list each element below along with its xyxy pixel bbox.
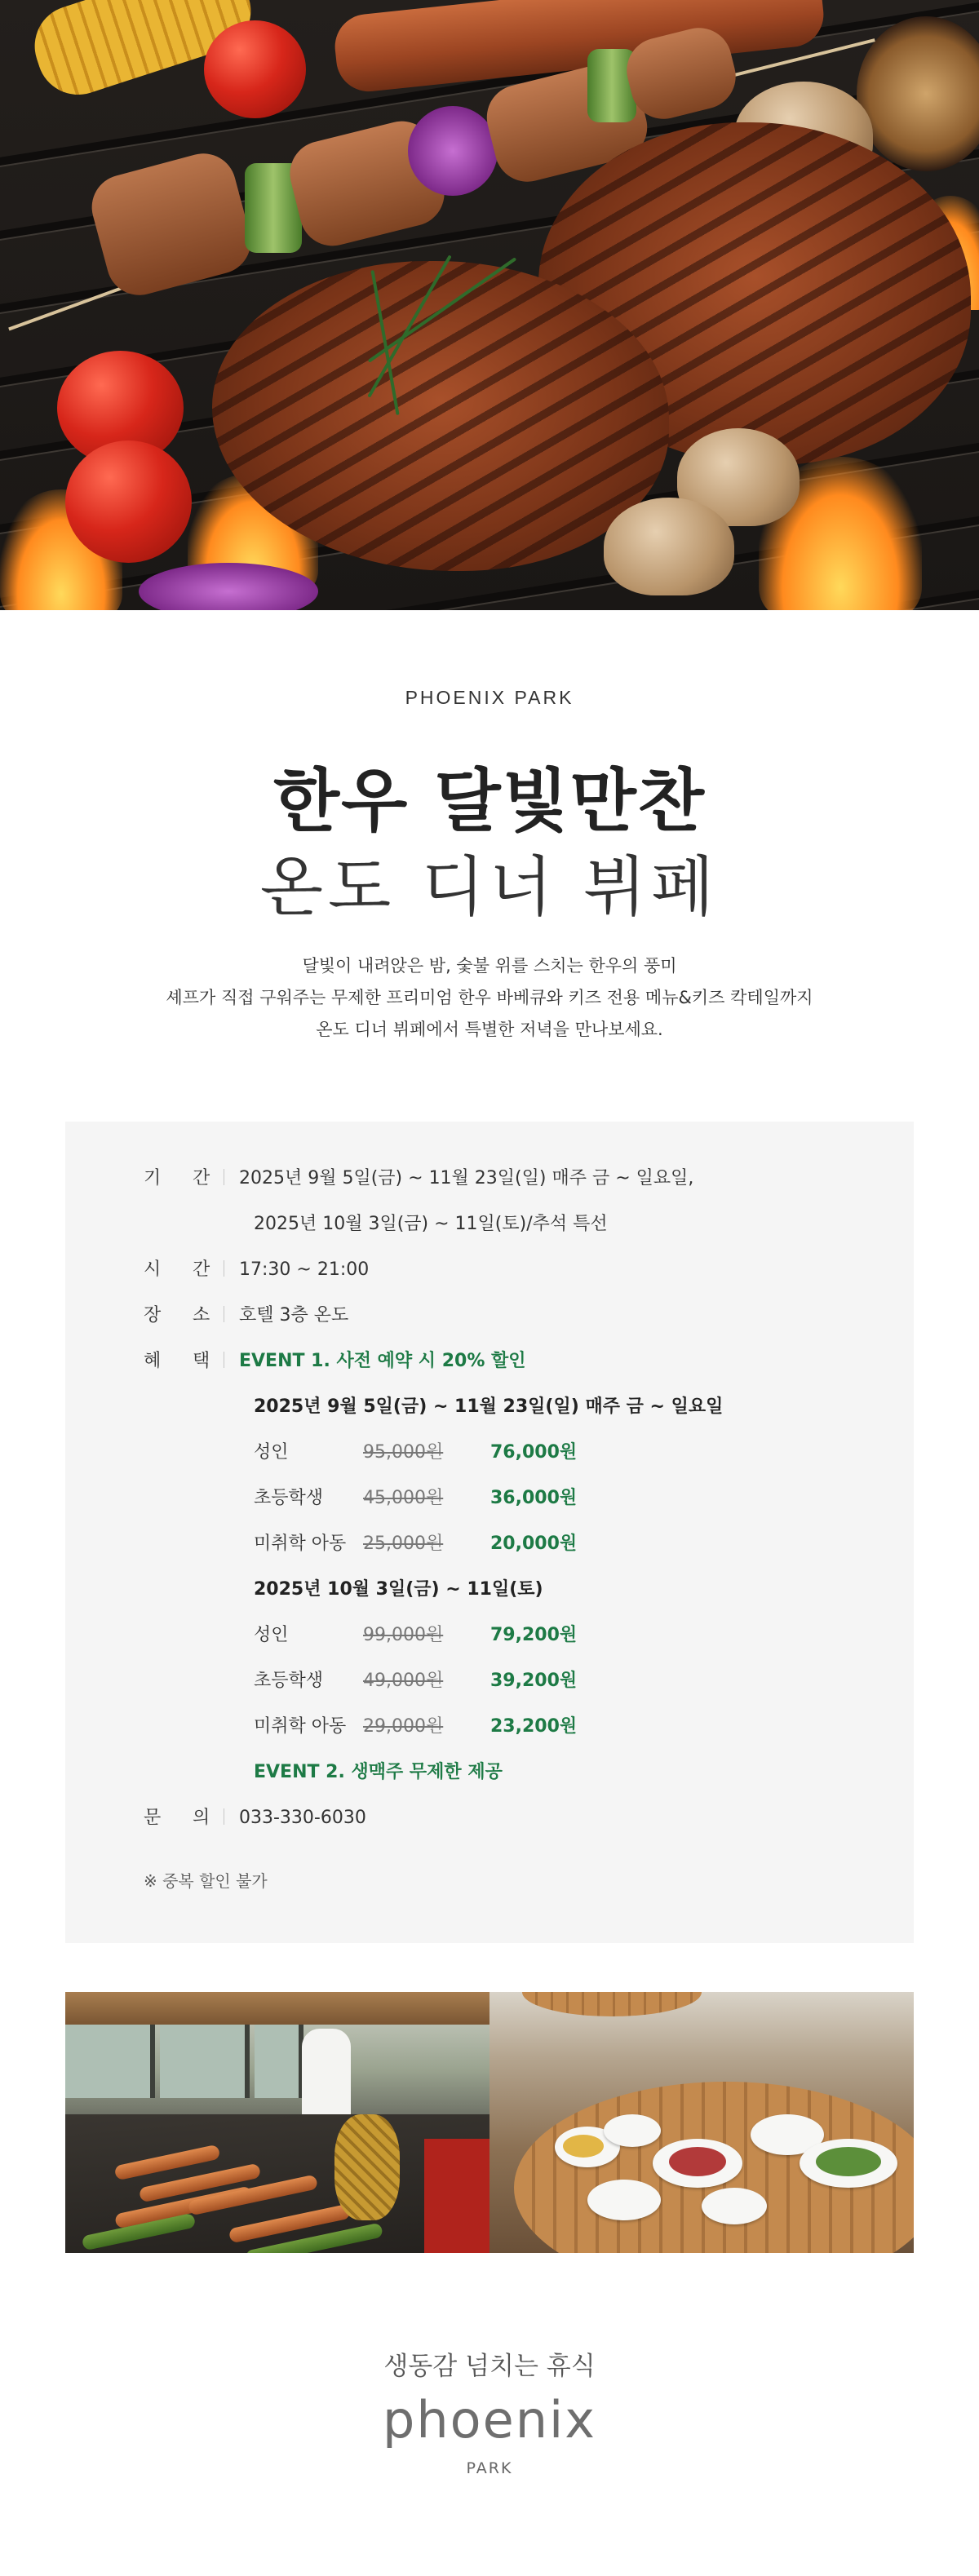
discount-price: 76,000원	[490, 1442, 578, 1463]
info-row-place: 장 소 호텔 3층 온도	[144, 1299, 348, 1332]
discount-price: 36,000원	[490, 1488, 578, 1508]
event-description	[0, 950, 979, 1046]
outdoor-dinner-photo	[490, 1992, 914, 2253]
description-line: 셰프가 직접 구워주는 무제한 프리미엄 한우 바베큐와 키즈 전용 메뉴&키즈 칵테일까지	[166, 988, 813, 1007]
group1-period: 2025년 9월 5일(금) ~ 11월 23일(일) 매주 금 ~ 일요일	[254, 1396, 724, 1417]
original-price: 25,000원	[363, 1534, 444, 1554]
brand-slogan: 생동감 넘치는 휴식	[383, 2352, 596, 2381]
description-line: 온도 디너 뷔페에서 특별한 저녁을 만나보세요.	[316, 1020, 663, 1039]
original-price: 95,000원	[363, 1442, 444, 1463]
original-price: 49,000원	[363, 1671, 444, 1691]
phoenix-logo-park: PARK	[466, 2459, 513, 2477]
info-row-time: 시 간 17:30 ~ 21:00	[144, 1254, 369, 1286]
price-row: 초등학생 49,000원 39,200원	[254, 1665, 577, 1697]
original-price: 29,000원	[363, 1716, 444, 1737]
contact-phone: 033-330-6030	[239, 1808, 366, 1828]
chef-grilling-photo	[65, 1992, 490, 2253]
phoenix-logo: phoenix	[383, 2390, 596, 2450]
event1-text: EVENT 1. 사전 예약 시 20% 할인	[239, 1351, 526, 1371]
original-price: 45,000원	[363, 1488, 444, 1508]
original-price: 99,000원	[363, 1625, 444, 1645]
group2-period: 2025년 10월 3일(금) ~ 11일(토)	[254, 1579, 543, 1600]
price-row: 미취학 아동 29,000원 23,200원	[254, 1711, 577, 1743]
event2-text: EVENT 2. 생맥주 무제한 제공	[254, 1762, 503, 1782]
price-row: 미취학 아동 25,000원 20,000원	[254, 1528, 577, 1560]
price-row: 성인 99,000원 79,200원	[254, 1619, 577, 1652]
event-title-line1: 한우 달빛만찬	[272, 761, 707, 841]
info-row-benefit: 혜 택 EVENT 1. 사전 예약 시 20% 할인	[144, 1345, 526, 1378]
time-value: 17:30 ~ 21:00	[239, 1259, 370, 1280]
period-value-line1: 2025년 9월 5일(금) ~ 11월 23일(일) 매주 금 ~ 일요일,	[239, 1168, 694, 1188]
event-title-line2: 온도 디너 뷔페	[259, 849, 720, 925]
period-value-line2: 2025년 10월 3일(금) ~ 11일(토)/추석 특선	[254, 1214, 608, 1234]
discount-price: 20,000원	[490, 1534, 578, 1554]
discount-price: 39,200원	[490, 1671, 578, 1691]
price-row: 초등학생 45,000원 36,000원	[254, 1482, 577, 1515]
hero-bbq-image	[0, 0, 979, 610]
info-row-period: 기 간 2025년 9월 5일(금) ~ 11월 23일(일) 매주 금 ~ 일요일,	[144, 1162, 693, 1195]
discount-price: 79,200원	[490, 1625, 578, 1645]
discount-note: ※ 중복 할인 불가	[144, 1871, 268, 1891]
info-row-contact: 문 의 033-330-6030	[144, 1802, 366, 1835]
discount-price: 23,200원	[490, 1716, 578, 1737]
description-line: 달빛이 내려앉은 밤, 숯불 위를 스치는 한우의 풍미	[302, 956, 677, 976]
brand-name: PHOENIX PARK	[405, 687, 574, 708]
price-row: 성인 95,000원 76,000원	[254, 1436, 577, 1469]
place-value: 호텔 3층 온도	[239, 1305, 349, 1326]
